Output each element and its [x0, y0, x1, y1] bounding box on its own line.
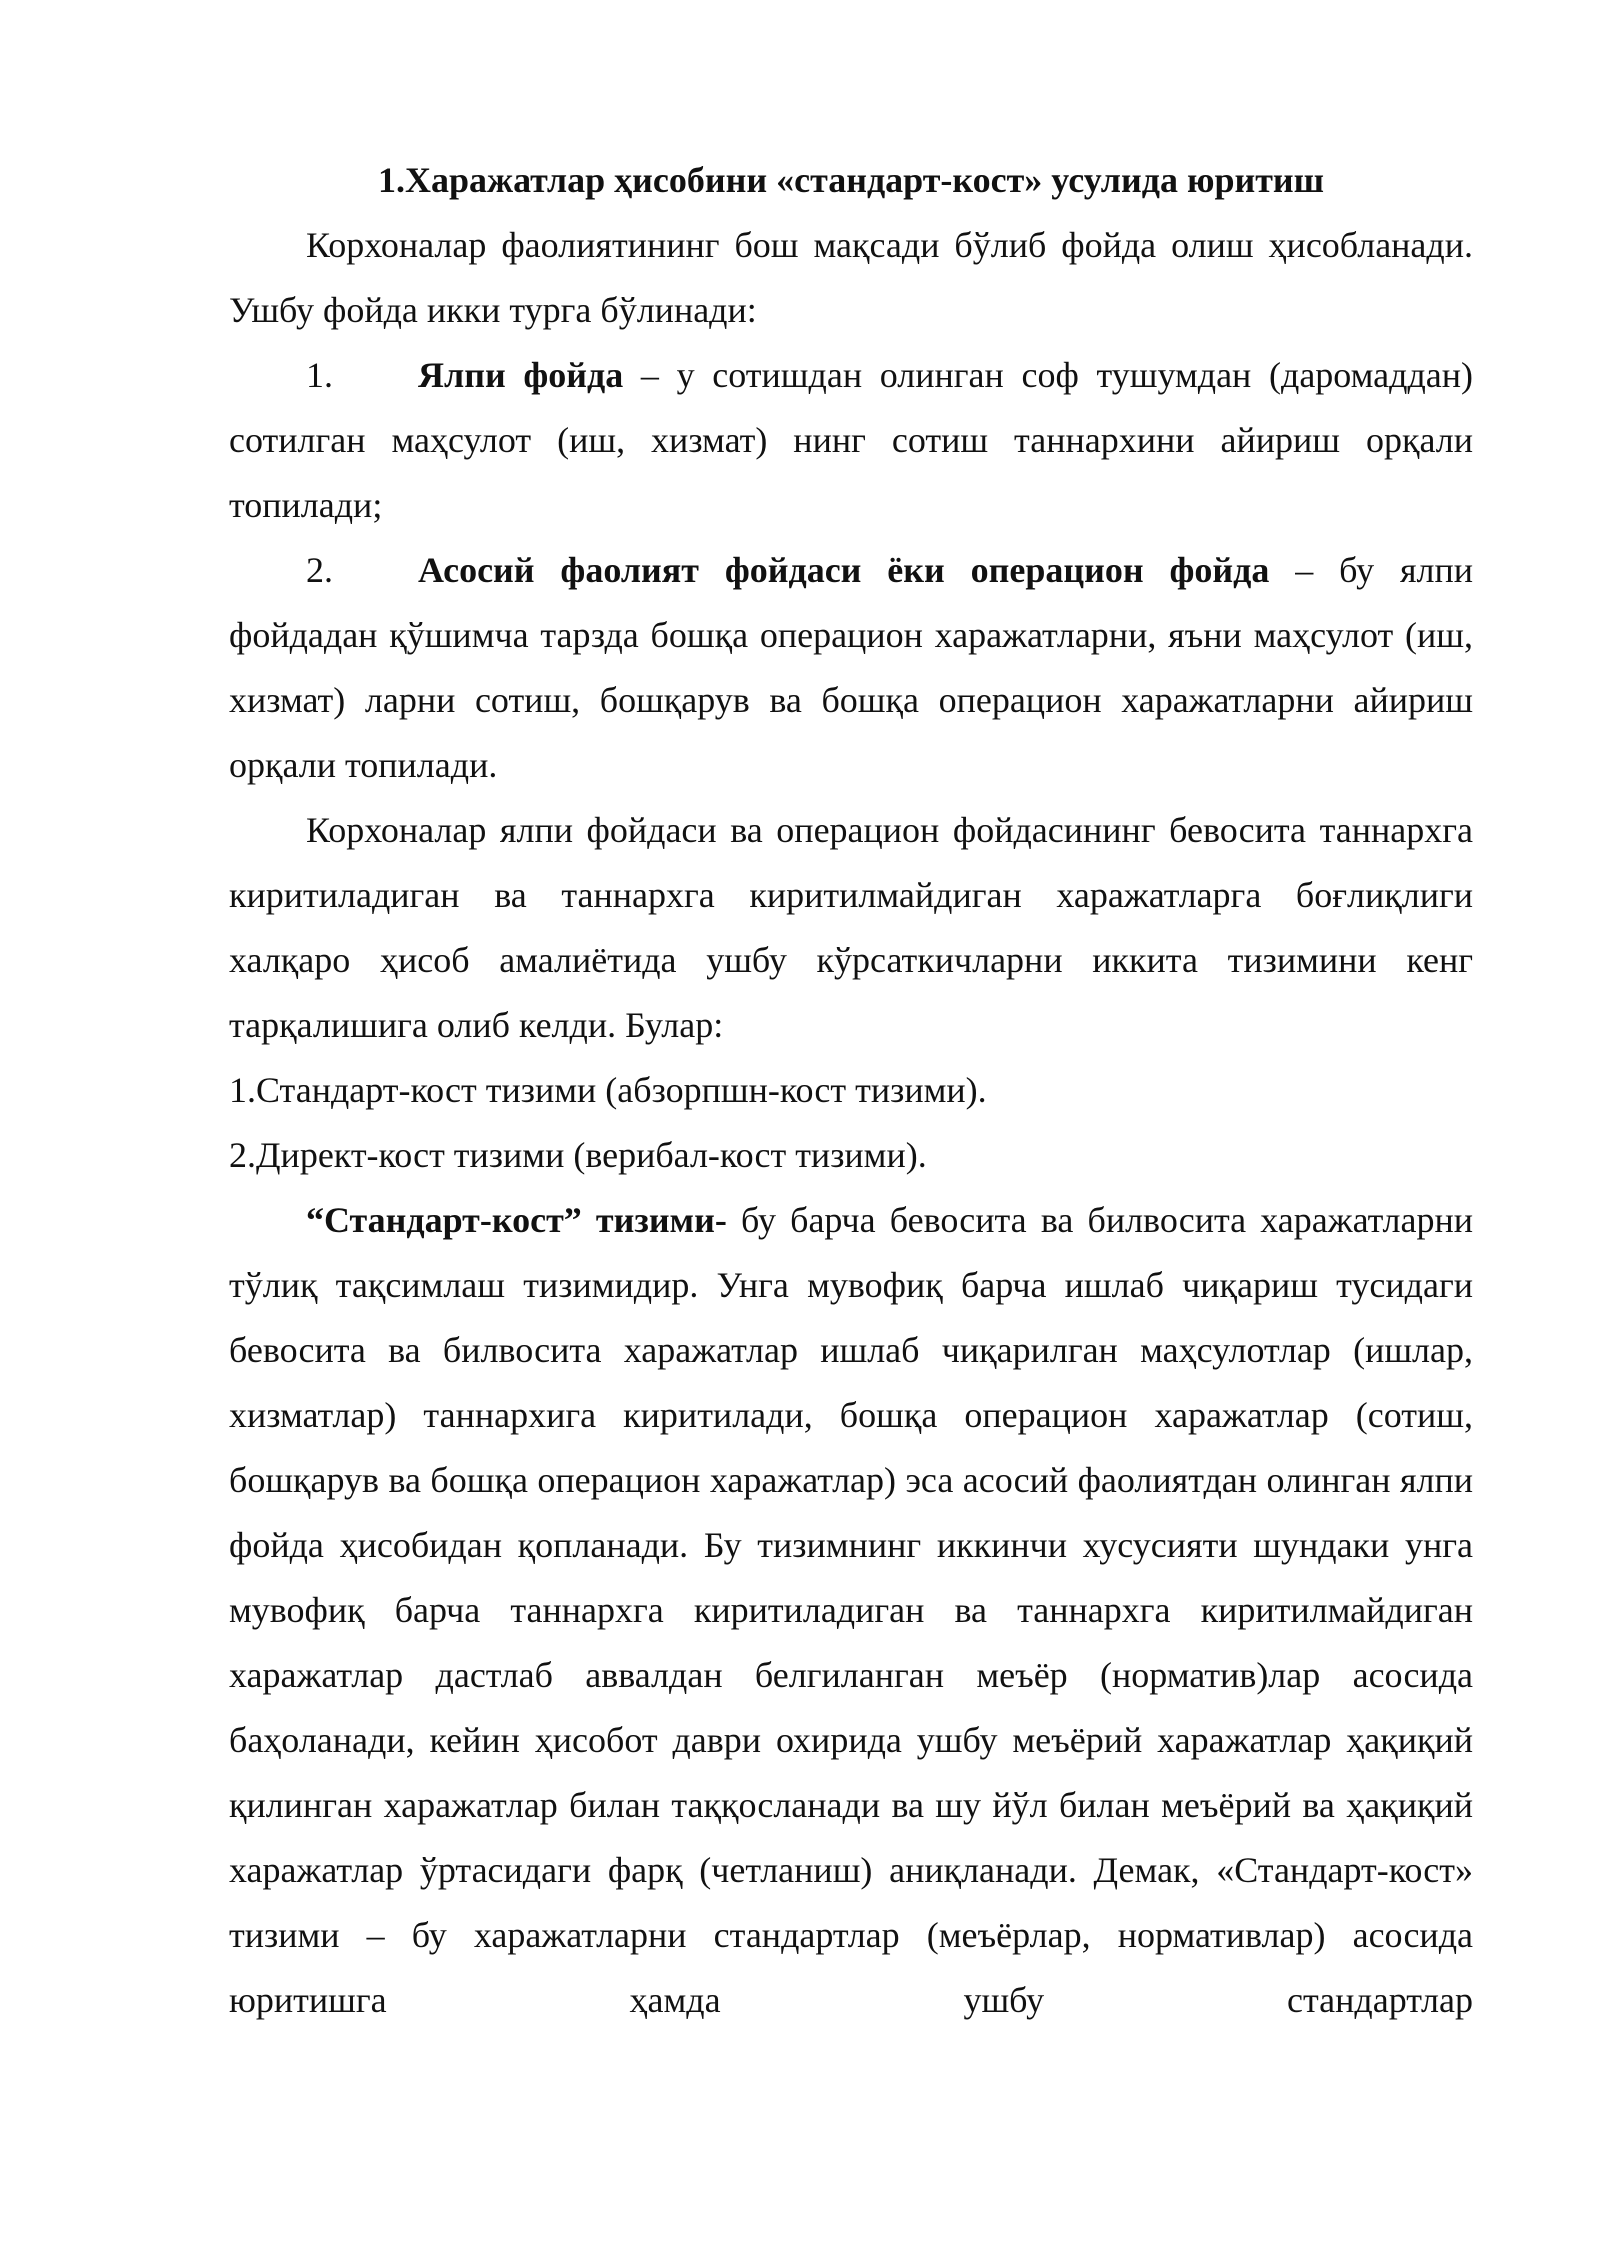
page-title: 1.Харажатлар ҳисобини «стандарт-кост» усулида юритиш [377, 160, 1325, 200]
term-standard-cost: “Стандарт-кост” тизими- [306, 1200, 727, 1240]
paragraph-intro: Корхоналар фаолиятининг бош мақсади бўлиб фойда олиш ҳисобланади. Ушбу фойда икки турга бўлинади: [229, 225, 1473, 330]
document-body [229, 148, 1473, 2033]
paragraph-systems: Корхоналар ялпи фойдаси ва операцион фойдасининг бевосита таннархга киритиладиган ва таннархга киритилмайдиган харажатларга боғлиқлиги халқаро ҳисоб амалиётида ушбу кўрсаткичларни иккита тизимини кенг тарқалишига олиб келди. Булар: [229, 810, 1473, 1045]
list-item-operating-profit [229, 538, 1473, 798]
list-number: 2. [306, 550, 333, 590]
definition-text: – бу ялпи фойдадан қўшимча тарзда бошқа операцион харажатларни, яъни маҳсулот (иш, хизмат) ларни сотиш, бошқарув ва бошқа операцион харажатларни айириш орқали топилади. [229, 550, 1474, 785]
paragraph-text: бу барча бевосита ва билвосита харажатларни тўлиқ тақсимлаш тизимидир. Унга мувофиқ барча ишлаб чиқариш тусидаги бевосита ва билвосита харажатлар ишлаб чиқарилган маҳсулотлар (ишлар, хизматлар) таннархига киритилади, бошқа операцион харажатлар (сотиш, бошқарув ва бошқа операцион харажатлар) эса асосий фаолиятдан олинган ялпи фойда ҳисобидан қопланади. Бу тизимнинг иккинчи хусусияти шундаки унга мувофиқ барча таннархга киритиладиган ва таннархга киритилмайдиган харажатлар дастлаб аввалдан белгиланган меъёр (норматив)лар асосида баҳоланади, кейин ҳисобот даври охирида ушбу меъёрий харажатлар ҳақиқий қилинган харажатлар билан таққосланади ва шу йўл билан меъёрий ва ҳақиқий харажатлар ўртасидаги фарқ (четланиш) аниқланади. Демак, «Стандарт-кост» тизими – бу харажатларни стандартлар (меъёрлар, нормативлар) асосида юритишга ҳамда ушбу стандартлар [229, 1200, 1473, 2020]
list-item-standard-cost: 1.Стандарт-кост тизими (абзорпшн-кост тизими). [229, 1070, 987, 1110]
list-number: 1. [306, 355, 333, 395]
list-item-gross-profit [229, 343, 1473, 538]
definition-text: – у сотишдан олинган соф тушумдан (даромаддан) сотилган маҳсулот (иш, хизмат) нинг сотиш таннархини айириш орқали топилади; [229, 355, 1473, 525]
term-gross-profit: Ялпи фойда [418, 355, 624, 395]
term-operating-profit: Асосий фаолият фойдаси ёки операцион фойда [418, 550, 1270, 590]
list-item-direct-cost: 2.Директ-кост тизими (верибал-кост тизими). [229, 1135, 927, 1175]
paragraph-standard-cost [229, 1188, 1473, 2033]
